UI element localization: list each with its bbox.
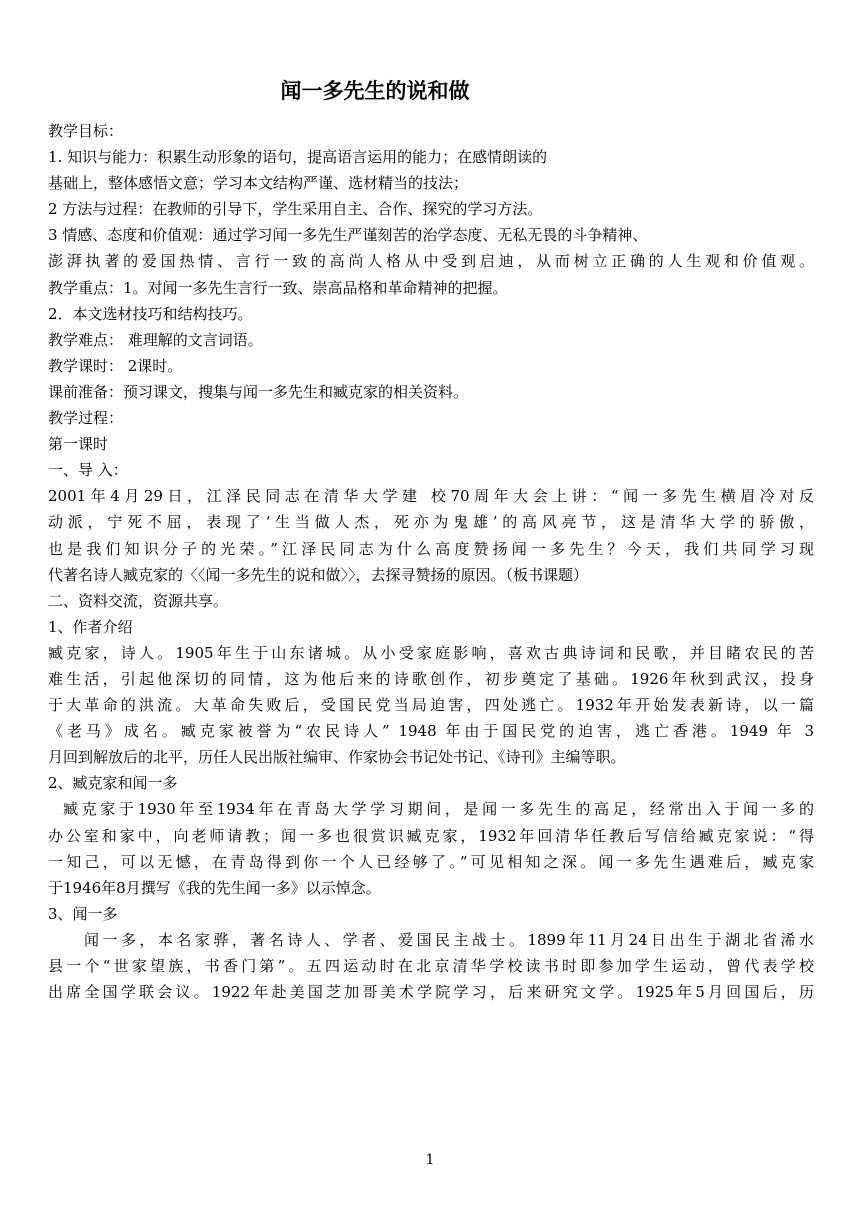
text-line: 2．本文选材技巧和结构技巧。 — [48, 304, 253, 323]
text-line: 县一个“世家望族，书香门第”。五四运动时在北京清华学校读书时即参加学生运动，曾代表学校 — [48, 957, 814, 975]
text-line: 教学目标： — [48, 122, 124, 140]
text-line: 2 方法与过程：在教师的引导下，学生采用自主、合作、探究的学习方法。 — [48, 200, 543, 219]
text-line: 出席全国学联会议。1922年赴美国芝加哥美术学院学习，后来研究文学。1925年5月回国后，历 — [48, 983, 814, 1002]
text-line: 教学课时： 2课时。 — [48, 356, 183, 375]
text-line: 臧克家，诗人。1905年生于山东诸城。从小受家庭影响，喜欢古典诗词和民歌，并目睹农民的苦 — [48, 643, 814, 662]
text-line: 3 情感、态度和价值观：通过学习闻一多先生严谨刻苦的治学态度、无私无畏的斗争精神、 — [48, 226, 648, 245]
text-line: 闻一多，本名家骅，著名诗人、学者、爱国民主战士。1899年11月24日出生于湖北省浠水 — [84, 930, 814, 949]
text-line: 3、闻一多 — [48, 904, 118, 923]
text-line: 2、臧克家和闻一多 — [48, 774, 178, 793]
text-line: 月回到解放后的北平，历任人民出版社编审、作家协会书记处书记、《诗刊》主编等职。 — [48, 748, 626, 767]
text-line: 澎湃执著的爱国热情、言行一致的高尚人格从中受到启迪，从而树立正确的人生观和价值观。 — [48, 252, 814, 271]
text-line: 办公室和家中，向老师请教；闻一多也很赏识臧克家，1932年回清华任教后写信给臧克家说：“得 — [48, 826, 814, 845]
text-line: 1. 知识与能力：积累生动形象的语句，提高语言运用的能力；在感情朗读的 — [48, 148, 548, 167]
text-line: 教学难点： 难理解的文言词语。 — [48, 330, 263, 349]
text-line: 1、作者介绍 — [48, 617, 133, 636]
text-line: 基础上，整体感悟文意；学习本文结构严谨、选材精当的技法； — [48, 174, 469, 193]
text-line: 一知己，可以无憾，在青岛得到你一个人已经够了。”可见相知之深。闻一多先生遇难后，臧克家 — [48, 852, 814, 871]
text-line: 2001年4月29日，江泽民同志在清华大学建 校70周年大会上讲：“闻一多先生横眉冷对反 — [48, 487, 814, 506]
text-line: 第一课时 — [48, 435, 109, 454]
page-number: 1 — [425, 1152, 435, 1168]
text-line: 难生活，引起他深切的同情，这为他后来的诗歌创作，初步奠定了基础。1926年秋到武汉，投身 — [48, 669, 814, 688]
text-line: 教学过程： — [48, 409, 124, 428]
text-line: 二、资料交流，资源共享。 — [48, 591, 229, 610]
document-body — [48, 118, 814, 1005]
text-line: 教学重点：1。对闻一多先生言行一致、崇高品格和革命精神的把握。 — [48, 278, 508, 297]
text-line: 于1946年8月撰写《我的先生闻一多》以示悼念。 — [48, 878, 381, 897]
text-line: 臧克家于1930年至1934年在青岛大学学习期间，是闻一多先生的高足，经常出入于闻一多的 — [63, 800, 814, 819]
text-line: 《老马》成名。臧克家被誉为“农民诗人” 1948 年由于国民党的迫害，逃亡香港。1949 年 3 — [48, 722, 814, 741]
text-line: 代著名诗人臧克家的〈〈闻一多先生的说和做〉〉，去探寻赞扬的原因。（板书课题） — [48, 565, 589, 584]
text-line: 动派，宁死不屈，表现了‘生当做人杰，死亦为鬼雄’的高风亮节，这是清华大学的骄傲， — [48, 513, 814, 532]
text-line: 课前准备：预习课文，搜集与闻一多先生和臧克家的相关资料。 — [48, 382, 469, 401]
text-line: 于大革命的洪流。大革命失败后，受国民党当局迫害，四处逃亡。1932年开始发表新诗，以一篇 — [48, 696, 814, 715]
text-line: 一、导 入： — [48, 461, 128, 480]
document-title: 闻一多先生的说和做 — [280, 79, 470, 103]
text-line: 也是我们知识分子的光荣。”江泽民同志为什么高度赞扬闻一多先生？今天，我们共同学习现 — [48, 539, 814, 558]
